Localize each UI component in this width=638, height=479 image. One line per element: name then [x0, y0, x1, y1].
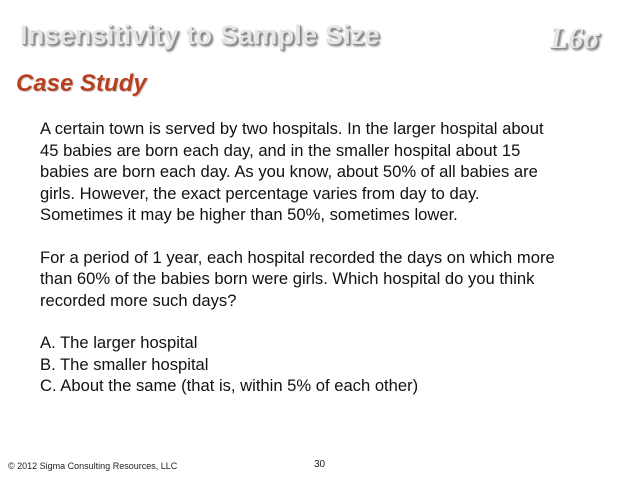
section-subtitle: Case Study	[16, 70, 147, 97]
copyright-footer: © 2012 Sigma Consulting Resources, LLC	[8, 461, 178, 471]
paragraph-gap	[40, 226, 615, 247]
paragraph-2-line: than 60% of the babies born were girls. Which hospital do you think	[40, 269, 535, 288]
paragraph-1-line: A certain town is served by two hospitals. In the larger hospital about	[40, 119, 544, 138]
page-number: 30	[314, 459, 326, 470]
paragraph-2-line: For a period of 1 year, each hospital recorded the days on which more	[40, 247, 555, 267]
paragraph-1-line: 45 babies are born each day, and in the smaller hospital about 15	[40, 140, 521, 160]
paragraph-2	[40, 247, 615, 312]
logo: L6σ	[550, 22, 600, 55]
answer-options	[40, 332, 615, 397]
body-text	[40, 118, 615, 397]
paragraph-1-line: Sometimes it may be higher than 50%, sometimes lower.	[40, 205, 458, 224]
option-a: A. The larger hospital	[40, 333, 198, 352]
option-c: C. About the same (that is, within 5% of each other)	[40, 376, 419, 395]
paragraph-gap	[40, 311, 615, 332]
paragraph-2-line: recorded more such days?	[40, 290, 237, 310]
slide-title: Insensitivity to Sample Size	[20, 20, 380, 50]
paragraph-1-line: babies are born each day. As you know, about 50% of all babies are	[40, 162, 538, 181]
paragraph-1-line: girls. However, the exact percentage varies from day to day.	[40, 183, 480, 203]
paragraph-1	[40, 118, 615, 226]
option-b: B. The smaller hospital	[40, 354, 209, 374]
